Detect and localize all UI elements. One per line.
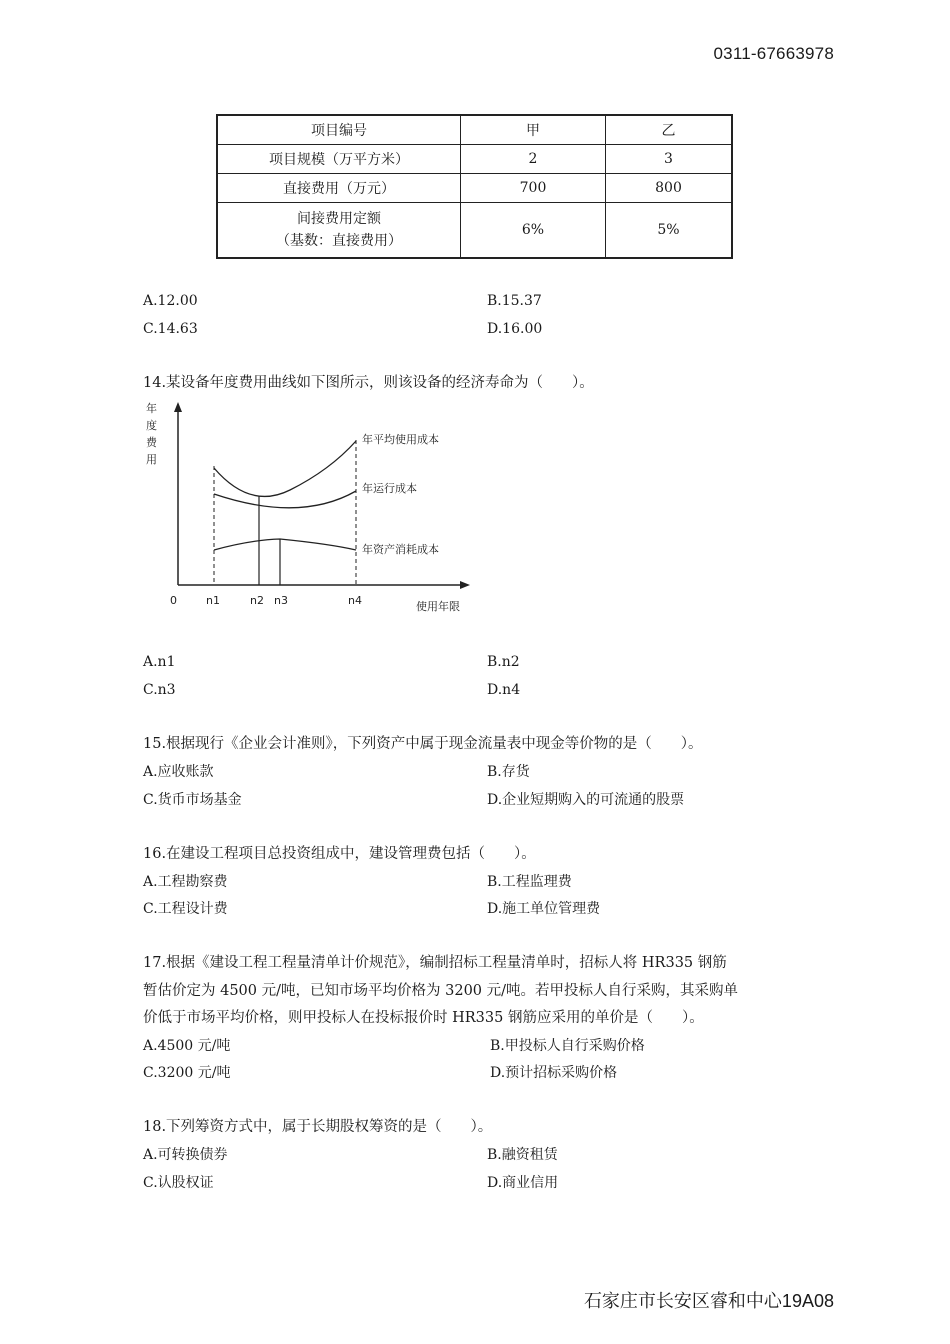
q18-option-a[interactable]: A.可转换债券 <box>143 1147 228 1163</box>
q16-text: 16.在建设工程项目总投资组成中，建设管理费包括（ ）。 <box>143 846 536 862</box>
table-cell <box>217 202 461 258</box>
tick-label-n1: n1 <box>206 594 220 607</box>
origin-label: 0 <box>170 594 177 607</box>
q16-option-c[interactable]: C.工程设计费 <box>143 901 228 917</box>
q16-option-b[interactable]: B.工程监理费 <box>487 874 572 890</box>
y-axis-label-char: 度 <box>146 419 157 432</box>
table-cell: 3 <box>606 144 733 173</box>
tick-label-n2: n2 <box>250 594 264 607</box>
table-cell: 项目规模（万平方米） <box>217 144 461 173</box>
curve-annual-operating-cost <box>214 491 356 508</box>
table-cell-line: 间接费用定额 <box>297 210 381 227</box>
table-cell: 直接费用（万元） <box>217 173 461 202</box>
q18-text: 18.下列筹资方式中，属于长期股权筹资的是（ ）。 <box>143 1119 493 1135</box>
table-cell: 5% <box>606 202 733 258</box>
q15-option-d[interactable]: D.企业短期购入的可流通的股票 <box>487 792 685 808</box>
q17-option-a[interactable]: A.4500 元/吨 <box>143 1038 231 1054</box>
q13-option-a[interactable]: A.12.00 <box>143 293 198 309</box>
y-axis-label-char: 年 <box>146 402 157 415</box>
project-table <box>216 114 733 259</box>
q14-text: 14.某设备年度费用曲线如下图所示，则该设备的经济寿命为（ ）。 <box>143 375 594 391</box>
y-axis-label-char: 费 <box>146 436 157 449</box>
curve-label-average: 年平均使用成本 <box>362 433 439 446</box>
q16-option-d[interactable]: D.施工单位管理费 <box>487 901 601 917</box>
q14-option-d[interactable]: D.n4 <box>487 682 521 698</box>
q13-option-c[interactable]: C.14.63 <box>143 321 198 337</box>
q14-option-b[interactable]: B.n2 <box>487 654 520 670</box>
y-axis-label-char: 用 <box>146 453 157 466</box>
q17-text-line: 暂估价定为 4500 元/吨，已知市场平均价格为 3200 元/吨。若甲投标人自行采购，其采购单 <box>143 983 739 999</box>
q16-option-a[interactable]: A.工程勘察费 <box>143 874 228 890</box>
table-header-cell: 乙 <box>606 115 733 144</box>
x-axis-label: 使用年限 <box>416 600 460 613</box>
q13-option-b[interactable]: B.15.37 <box>487 293 542 309</box>
table-cell-line: （基数：直接费用） <box>276 232 402 249</box>
footer-address: 石家庄市长安区睿和中心19A08 <box>583 1291 834 1311</box>
q17-text-line: 17.根据《建设工程工程量清单计价规范》，编制招标工程量清单时，招标人将 HR335 钢筋 <box>143 955 727 971</box>
table-cell: 700 <box>461 173 606 202</box>
q18-option-d[interactable]: D.商业信用 <box>487 1175 559 1191</box>
tick-label-n4: n4 <box>348 594 362 607</box>
q15-option-a[interactable]: A.应收账款 <box>143 764 214 780</box>
table-row <box>217 144 732 173</box>
cost-curve-chart <box>140 398 480 620</box>
q17-text-line: 价低于市场平均价格，则甲投标人在投标报价时 HR335 钢筋应采用的单价是（ ）。 <box>143 1010 704 1026</box>
table-cell: 800 <box>606 173 733 202</box>
curve-annual-average-cost <box>214 441 356 496</box>
q17-option-d[interactable]: D.预计招标采购价格 <box>490 1065 618 1081</box>
table-header-cell: 甲 <box>461 115 606 144</box>
curve-label-operating: 年运行成本 <box>362 482 417 495</box>
q14-option-a[interactable]: A.n1 <box>143 654 176 670</box>
q15-option-b[interactable]: B.存货 <box>487 764 530 780</box>
curve-asset-consumption-cost <box>214 539 356 550</box>
q15-option-c[interactable]: C.货币市场基金 <box>143 792 242 808</box>
q18-option-b[interactable]: B.融资租赁 <box>487 1147 558 1163</box>
table-header-cell: 项目编号 <box>217 115 461 144</box>
q14-option-c[interactable]: C.n3 <box>143 682 176 698</box>
header-phone: 0311-67663978 <box>713 44 834 63</box>
q17-option-b[interactable]: B.甲投标人自行采购价格 <box>490 1038 645 1054</box>
x-axis-arrow-icon <box>460 581 470 589</box>
y-axis-arrow-icon <box>174 402 182 412</box>
curve-label-asset: 年资产消耗成本 <box>362 543 439 556</box>
table-row <box>217 202 732 258</box>
table-cell: 6% <box>461 202 606 258</box>
q13-option-d[interactable]: D.16.00 <box>487 321 543 337</box>
table-row <box>217 173 732 202</box>
table-cell: 2 <box>461 144 606 173</box>
q18-option-c[interactable]: C.认股权证 <box>143 1175 214 1191</box>
tick-label-n3: n3 <box>274 594 288 607</box>
table-header-row <box>217 115 732 144</box>
q15-text: 15.根据现行《企业会计准则》，下列资产中属于现金流量表中现金等价物的是（ ）。 <box>143 736 703 752</box>
q17-option-c[interactable]: C.3200 元/吨 <box>143 1065 231 1081</box>
